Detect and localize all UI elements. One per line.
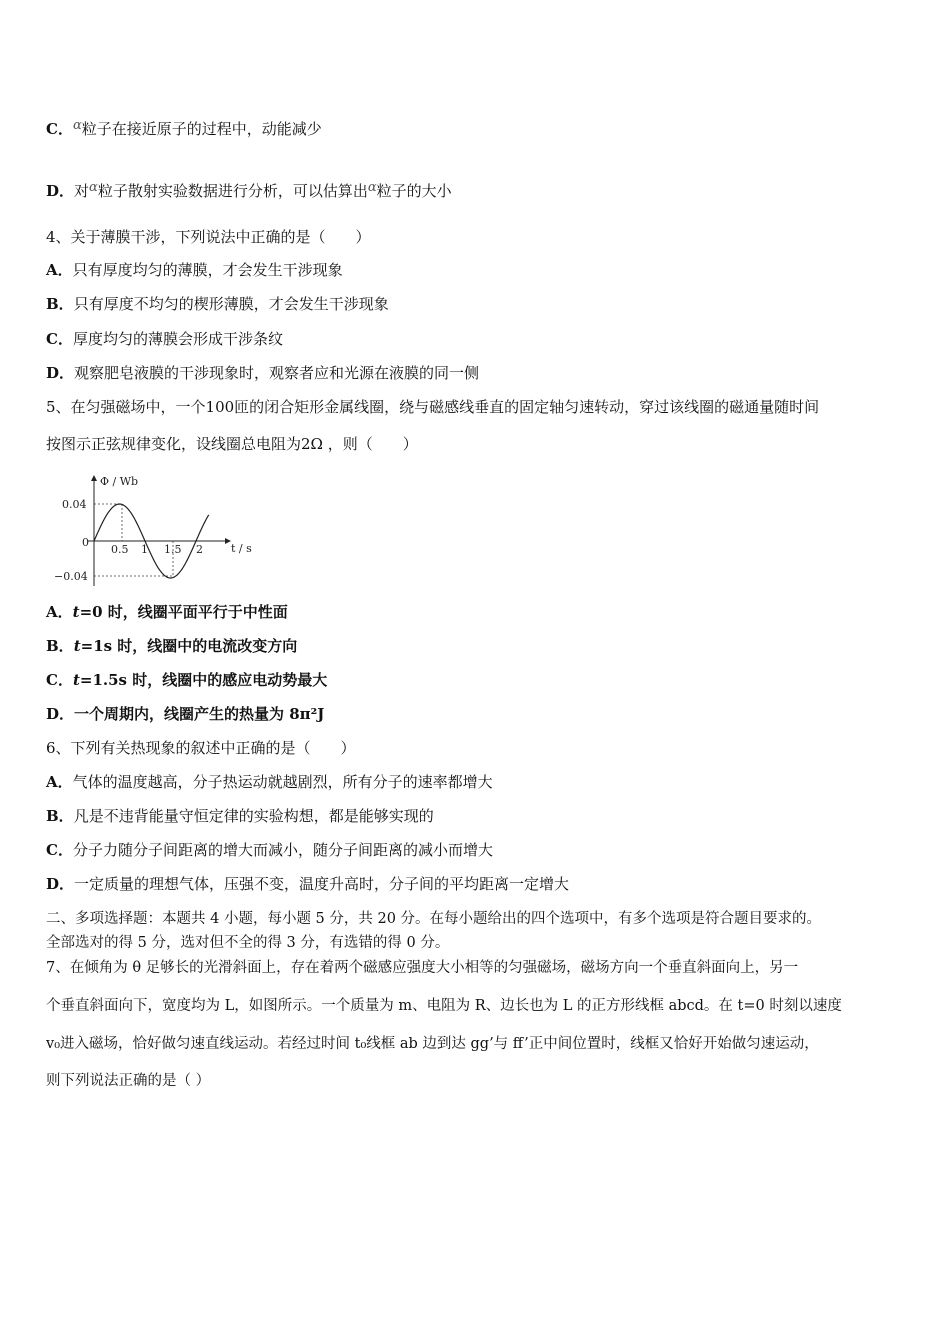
- q6-stem: 6、下列有关热现象的叙述中正确的是（ ）: [46, 739, 356, 757]
- q5-stem-line1: 5、在匀强磁场中，一个100匝的闭合矩形金属线圈，绕与磁感线垂直的固定轴匀速转动，穿过该线圈的磁通量随时间: [46, 398, 820, 416]
- option-text: =1s 时，线圈中的电流改变方向: [80, 637, 298, 655]
- option-label: C．: [46, 330, 73, 348]
- option-label: D．: [46, 875, 75, 893]
- x-axis-label: t / s: [231, 542, 252, 555]
- q5-option-b: [46, 636, 297, 656]
- option-text: 粒子在接近原子的过程中，动能减少: [81, 120, 322, 138]
- option-label: C．: [46, 841, 73, 859]
- option-text-end: 粒子的大小: [376, 182, 452, 200]
- option-text: =1.5s 时，线圈中的感应电动势最大: [79, 671, 328, 689]
- y-tick-top: 0.04: [62, 498, 87, 511]
- option-label: C．: [46, 671, 73, 689]
- option-label: C．: [46, 120, 73, 138]
- q4-option-a: [46, 260, 343, 280]
- option-label: A．: [46, 773, 73, 791]
- option-label: B．: [46, 807, 74, 825]
- option-text: 凡是不违背能量守恒定律的实验构想，都是能够实现的: [73, 807, 434, 825]
- option-text-pre: 对: [74, 182, 90, 200]
- alpha-symbol: α: [367, 180, 377, 195]
- x-tick-1-5: 1.5: [164, 543, 182, 556]
- q6-option-a: [46, 772, 493, 792]
- q5-stem-line2: 按图示正弦规律变化，设线圈总电阻为2Ω ，则（ ）: [46, 435, 418, 453]
- option-text: 一定质量的理想气体，压强不变，温度升高时，分子间的平均距离一定增大: [74, 875, 570, 893]
- alpha-symbol: α: [72, 118, 82, 133]
- option-variable: t: [73, 637, 81, 655]
- option-label: B．: [46, 295, 74, 313]
- q7-stem-line3: v₀进入磁场，恰好做匀速直线运动。若经过时间 t₀线框 ab 边到达 gg’与 ff’正中间位置时，线框又恰好开始做匀速运动，: [46, 1036, 819, 1052]
- q6-option-c: [46, 840, 493, 860]
- q3-option-c: [46, 116, 322, 139]
- option-text: 分子力随分子间距离的增大而减小，随分子间距离的减小而增大: [72, 841, 493, 859]
- q7-stem-line4: 则下列说法正确的是（ ）: [46, 1073, 211, 1089]
- q6-option-d: [46, 874, 569, 894]
- q7-stem-line1: 7、在倾角为 θ 足够长的光滑斜面上，存在着两个磁感应强度大小相等的匀强磁场，磁场方向一个垂直斜面向上，另一: [46, 960, 799, 976]
- q6-option-b: [46, 806, 434, 826]
- q5-option-d: [46, 704, 324, 724]
- q3-option-d: [46, 178, 452, 201]
- section2-instruction-line2: 全部选对的得 5 分，选对但不全的得 3 分，有选错的得 0 分。: [46, 935, 450, 951]
- y-tick-zero: 0: [82, 536, 89, 549]
- q4-option-c: [46, 329, 283, 349]
- section2-instruction-line1: 二、多项选择题：本题共 4 小题，每小题 5 分，共 20 分。在每小题给出的四个选项中，有多个选项是符合题目要求的。: [46, 911, 822, 927]
- option-label: D．: [46, 705, 75, 723]
- option-variable: t: [72, 671, 80, 689]
- option-text: 一个周期内，线圈产生的热量为 8π²J: [74, 705, 325, 723]
- x-tick-0-5: 0.5: [111, 543, 129, 556]
- q4-option-d: [46, 363, 479, 383]
- option-text: 只有厚度不均匀的楔形薄膜，才会发生干涉现象: [73, 295, 389, 313]
- q4-option-b: [46, 294, 389, 314]
- x-tick-1: 1: [141, 543, 148, 556]
- q7-stem-line2: 个垂直斜面向下，宽度均为 L，如图所示。一个质量为 m、电阻为 R、边长也为 L 的正方形线框 abcd。在 t=0 时刻以速度: [46, 998, 842, 1014]
- option-label: D．: [46, 364, 75, 382]
- q5-option-a: [46, 602, 288, 622]
- option-text-mid: 粒子散射实验数据进行分析，可以估算出: [97, 182, 368, 200]
- option-text: 观察肥皂液膜的干涉现象时，观察者应和光源在液膜的同一侧: [74, 364, 480, 382]
- option-label: A．: [46, 603, 73, 621]
- option-variable: t: [72, 603, 80, 621]
- option-label: B．: [46, 637, 74, 655]
- option-text: 气体的温度越高，分子热运动就越剧烈，所有分子的速率都增大: [72, 773, 493, 791]
- option-label: A．: [46, 261, 73, 279]
- option-text: =0 时，线圈平面平行于中性面: [79, 603, 288, 621]
- flux-time-graph: [48, 472, 263, 590]
- q5-option-c: [46, 670, 327, 690]
- y-tick-bottom: −0.04: [54, 570, 88, 583]
- option-label: D．: [46, 182, 75, 200]
- alpha-symbol: α: [89, 180, 98, 195]
- y-axis-label: Φ / Wb: [100, 475, 139, 488]
- x-tick-2: 2: [196, 543, 203, 556]
- q4-stem: 4、关于薄膜干涉，下列说法中正确的是（ ）: [46, 228, 371, 246]
- option-text: 厚度均匀的薄膜会形成干涉条纹: [72, 330, 283, 348]
- option-text: 只有厚度均匀的薄膜，才会发生干涉现象: [72, 261, 343, 279]
